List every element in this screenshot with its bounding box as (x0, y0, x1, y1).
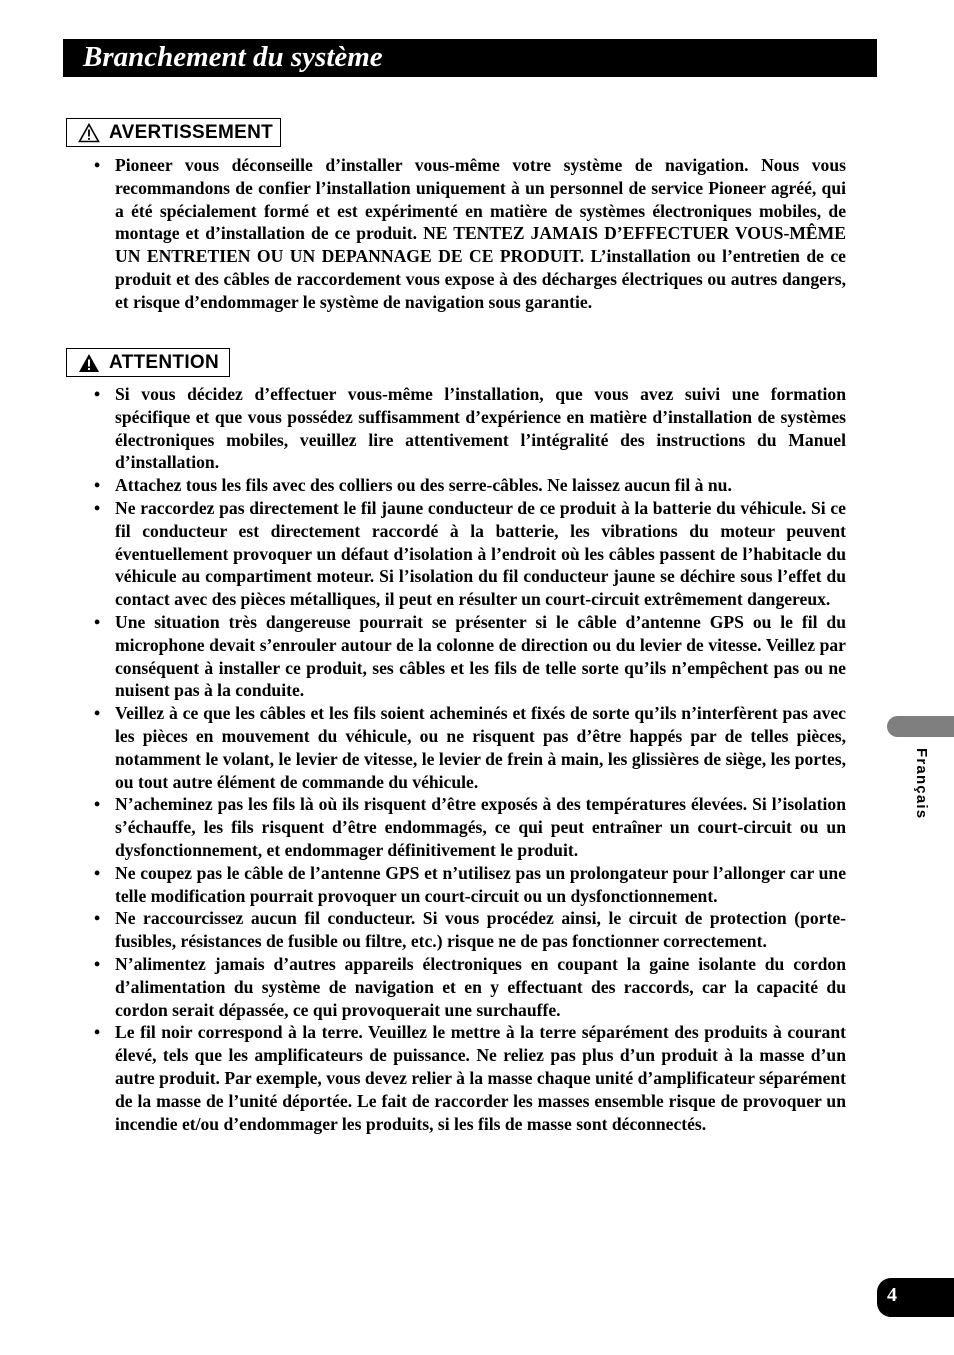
caution-label (66, 348, 230, 377)
section-title-bar (63, 39, 877, 77)
list-item: • Ne raccourcissez aucun fil conducteur. Si vous procédez ainsi, le circuit de protection (porte-fusibles, résistances de fusible ou filtre, etc.) risque ne de pas fonctionner correctement. (94, 907, 846, 953)
list-item: • Une situation très dangereuse pourrait se présenter si le câble d’antenne GPS ou le fil du microphone devait s’enrouler autour de la colonne de direction ou du levier de vitesse. Veillez par conséquent à installer ce produit, ses câbles et les fils de telle sorte qu’ils n’empêchent pas ou ne nuisent pas à la conduite. (94, 611, 846, 702)
list-item: • Attachez tous les fils avec des colliers ou des serre-câbles. Ne laissez aucun fil à nu. (94, 474, 846, 497)
warning-outline-triangle-icon (78, 123, 100, 143)
warning-label-text: AVERTISSEMENT (109, 122, 274, 143)
list-item: • Ne coupez pas le câble de l’antenne GPS et n’utilisez pas un prolongateur pour l’allonger car une telle modification pourrait provoquer un court-circuit ou un dysfonctionnement. (94, 862, 846, 908)
language-label: Français (913, 748, 930, 820)
list-item: • N’acheminez pas les fils là où ils risquent d’être exposés à des températures élevées. Si l’isolation s’échauffe, les fils risquent d’être endommagés, ce qui peut entraîner un court-circuit ou un dysfonctionnement, et endommager définitivement le produit. (94, 793, 846, 861)
list-item: • Ne raccordez pas directement le fil jaune conducteur de ce produit à la batterie du véhicule. Si ce fil conducteur est directement raccordé à la batterie, les vibrations du moteur peuvent éventuellement provoquer un défaut d’isolation à l’endroit où les câbles passent de l’habitacle du véhicule au compartiment moteur. Si l’isolation du fil conducteur jaune se déchire sous l’effet du contact avec des pièces métalliques, il peut en résulter un court-circuit extrêmement dangereux. (94, 497, 846, 611)
caution-list (94, 383, 846, 1135)
list-item: • N’alimentez jamais d’autres appareils électroniques en coupant la gaine isolante du cordon d’alimentation du système de navigation et en y effectuant des raccords, car la capacité du cordon serait dépassée, ce qui provoquerait une surchauffe. (94, 953, 846, 1021)
page-number-tab (877, 1278, 954, 1317)
caution-label-text: ATTENTION (109, 352, 220, 373)
list-item: • Veillez à ce que les câbles et les fils soient acheminés et fixés de sorte qu’ils n’interfèrent pas avec les pièces en mouvement du véhicule, ou ne risquent pas d’être happés par de telles pièces, notamment le volant, le levier de vitesse, le levier de frein à main, les glissières de siège, les portes, ou tout autre élément de commande du véhicule. (94, 702, 846, 793)
page-number: 4 (887, 1284, 897, 1306)
warning-filled-triangle-icon (78, 353, 100, 373)
list-item: • Si vous décidez d’effectuer vous-même l’installation, que vous avez suivi une formation spécifique et que vous possédez suffisamment d’expérience en matière d’installation de systèmes électroniques mobiles, veuillez lire attentivement l’intégralité des instructions du Manuel d’installation. (94, 383, 846, 474)
page-title: Branchement du système (83, 41, 383, 73)
list-item: • Le fil noir correspond à la terre. Veuillez le mettre à la terre séparément des produits à courant élevé, tels que les amplificateurs de puissance. Ne reliez pas plus d’un produit à la masse d’un autre produit. Par exemple, vous devez relier à la masse chaque unité d’amplificateur séparément de la masse de l’unité déportée. Le fait de raccorder les masses ensemble risque de provoquer un incendie et/ou d’endommager les produits, si les fils de masse sont déconnectés. (94, 1021, 846, 1135)
warning-list (94, 154, 846, 314)
language-tab (887, 716, 954, 737)
list-item: • Pioneer vous déconseille d’installer vous-même votre système de navigation. Nous vous recommandons de confier l’installation uniquement à un personnel de service Pioneer agréé, qui a été spécialement formé et est expérimenté en matière de systèmes électroniques mobiles, de montage et d’installation de ce produit. NE TENTEZ JAMAIS D’EFFECTUER VOUS-MÊME UN ENTRETIEN OU UN DEPANNAGE DE CE PRODUIT. L’installation ou l’entretien de ce produit et des câbles de raccordement vous expose à des décharges électriques ou autres dangers, et risque d’endommager le système de navigation sous garantie. (94, 154, 846, 314)
warning-label (66, 118, 281, 147)
